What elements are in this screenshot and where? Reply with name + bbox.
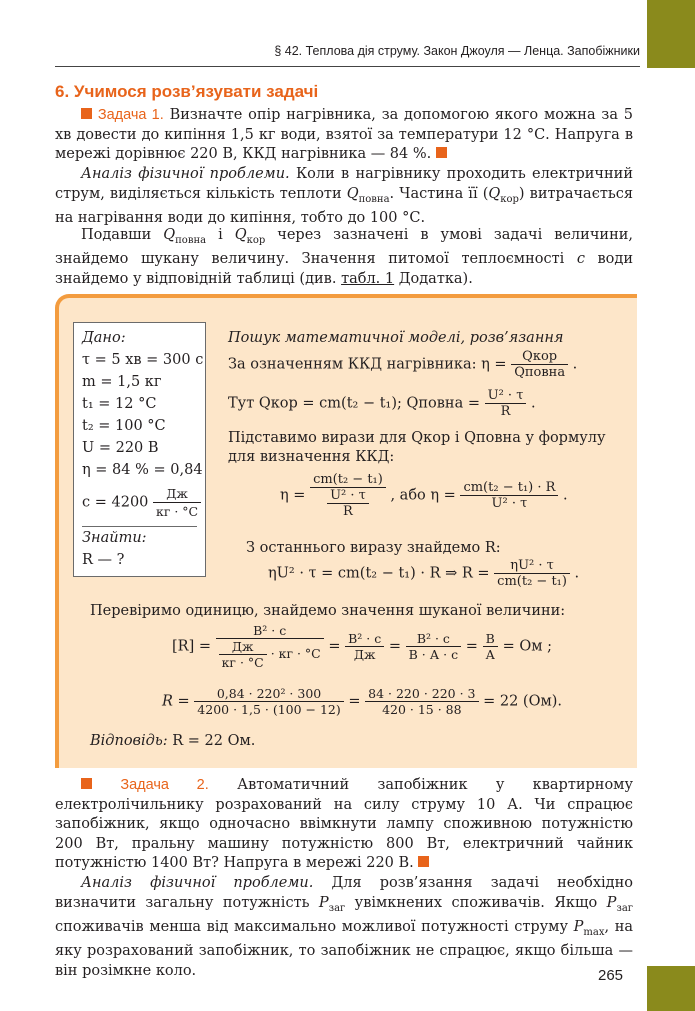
eff-definition: За означенням ККД нагрівника: η = $\frac{\text{Qкор}}{\text{Qповна}}$ .: [228, 349, 578, 380]
solution-heading: Пошук математичної моделі, розв’язання: [228, 330, 564, 346]
page-number: 265: [598, 967, 624, 984]
given-line: U = 220 В: [82, 440, 159, 456]
section-title: 6. Учимося розв’язувати задачі: [55, 82, 319, 101]
given-line: t₁ = 12 °С: [82, 396, 157, 412]
given-line: τ = 5 хв = 300 с: [82, 352, 204, 368]
find-value: R — ?: [82, 552, 125, 568]
task1-approach: Подавши $Q_{повна}$ і $Q_{кор}$ через зазначені в умові задачі величини, знайдемо шукану величину. Значення питомої теплоємності c води знайдемо у відповідній таблиці (див. табл. 1 Додатка).: [55, 227, 634, 287]
given-line: t₂ = 100 °С: [82, 418, 166, 434]
task2-text: Автоматичний запобіжник у квартирному електролічильнику розрахований на силу струму 10 А. Чи спрацює запобіжник, якщо одночасно ввімкнути лампу споживною потужністю 200 Вт, пральну машину потужністю 800 Вт, електричний чайник потужністю 1400 Вт? Напруга в мережі 220 В.: [55, 777, 633, 871]
given-line: η = 84 % = 0,84: [82, 462, 203, 478]
task1-analysis-label: Аналіз фізичної проблеми.: [81, 166, 290, 182]
given-panel: [73, 322, 206, 577]
given-line-c: c = 4200 $\frac{Дж}{кг \cdot ^\circ С}$: [82, 485, 197, 520]
bottom-edge-tab: [647, 966, 695, 1011]
square-end-icon: [436, 147, 447, 158]
eff-equation: η = $\frac{\text{cm(t₂ − t₁)}}{\frac{\text{U² · τ}}{R}}$ , або η = $\frac{\text{cm(t₂ − t₁) · R}}{\text{U² · τ}}$ .: [280, 472, 568, 519]
given-line: m = 1,5 кг: [82, 374, 162, 390]
square-bullet-icon: [81, 108, 92, 119]
substitute-line: Підставимо вирази для Qкор і Qповна у формулу: [228, 430, 606, 446]
top-edge-tab: [647, 0, 695, 68]
task2-statement: [55, 776, 633, 874]
check-units-line: Перевіримо одиницю, знайдемо значення шуканої величини:: [90, 603, 566, 619]
task1-analysis: Аналіз фізичної проблеми. Коли в нагрівнику проходить електричний струм, виділяється кількість теплоти $Q_{повна}$. Частина її $(Q_{кор})$ витрачається на нагрівання води до кипіння, тобто до 100 °С.: [55, 166, 633, 226]
square-end-icon: [418, 856, 429, 867]
running-header: § 42. Теплова дія струму. Закон Джоуля — Ленца. Запобіжники: [274, 44, 640, 58]
r-equation: ηU² · τ = cm(t₂ − t₁) · R ⇒ R = $\frac{\text{ηU² · τ}}{\text{cm(t₂ − t₁)}}$ .: [268, 558, 580, 589]
answer-line: Відповідь: R = 22 Ом.: [90, 733, 256, 749]
numeric-calculation: R = $\frac{\text{0,84 · 220² · 300}}{4200 \cdot 1,5 \cdot (100 - 12)}$ = $\frac{84 \cdot 220 \cdot 220 \cdot 3}{420 \cdot 15 \cdot 88}$ = 22 (Ом).: [162, 686, 563, 717]
task1-statement: [55, 106, 633, 165]
task1-text: Визначте опір нагрівника, за допомогою якого можна за 5 хв довести до кипіння 1,5 кг води, взятої за температури 12 °С. Напруга в мережі дорівнює 220 В, ККД нагрівника — 84 %.: [55, 107, 633, 162]
given-title: Дано:: [82, 330, 126, 346]
task1-label: Задача 1.: [97, 107, 164, 123]
table-link[interactable]: табл. 1: [341, 270, 395, 287]
q-expressions: Тут Qкор = cm(t₂ − t₁); Qповна = $\frac{\text{U² · τ}}{R}$ .: [228, 388, 536, 419]
task2-analysis: Аналіз фізичної проблеми. Для розв’язання задачі необхідно визначити загальну потужність $P_{заг}$ увімкнених споживачів. Якщо $P_{заг}$ споживачів менша від максимально можливої потужності струму $P_{max}$, на яку розрахований запобіжник, то запобіжник не спрацює, якщо більша — він розімкне коло.: [55, 875, 634, 979]
header-rule: [55, 66, 640, 67]
task2-label: Задача 2.: [120, 777, 209, 793]
find-r-line: З останнього виразу знайдемо R:: [246, 540, 501, 556]
find-title: Знайти:: [82, 530, 147, 546]
substitute-line-2: для визначення ККД:: [228, 449, 395, 465]
square-bullet-icon: [81, 778, 92, 789]
find-divider: [82, 526, 197, 571]
units-equation: [R] = В² · с $\frac{Дж}{кг \cdot ^\circ С}$ · кг · °С = $\frac{\text{В² · с}}{Дж}$ = $\frac{\text{В² · с}}{В \cdot А \cdot с}$ = $\frac{В}{А}$ = Ом ;: [172, 623, 552, 670]
